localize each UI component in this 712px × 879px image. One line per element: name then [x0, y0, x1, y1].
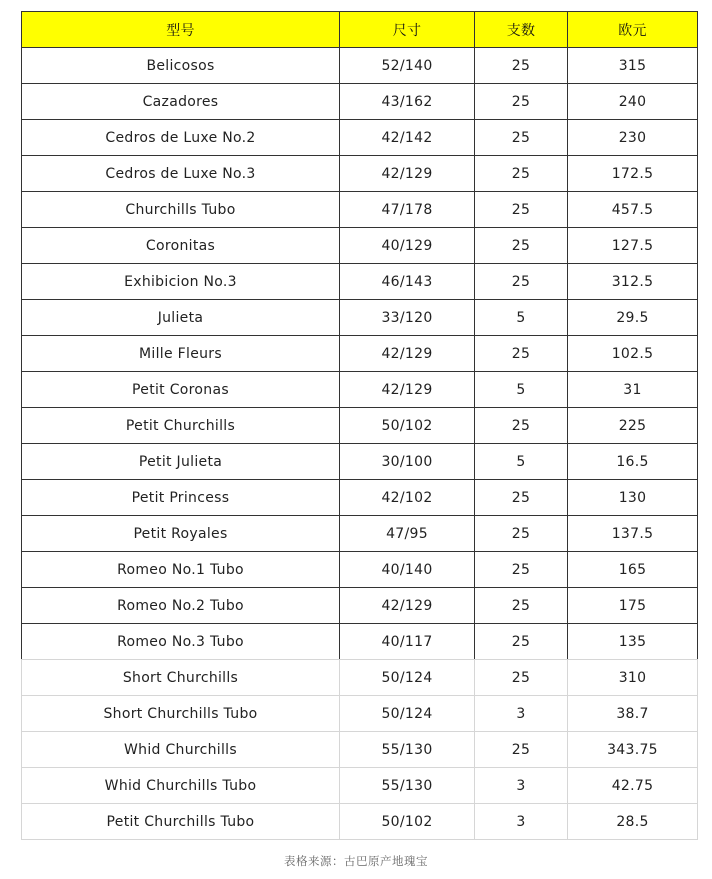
- cell-model: Cedros de Luxe No.3: [22, 156, 340, 192]
- cell-euro: 310: [568, 660, 698, 696]
- cell-euro: 102.5: [568, 336, 698, 372]
- cell-euro: 225: [568, 408, 698, 444]
- table-row: [22, 192, 698, 228]
- cell-model: Churchills Tubo: [22, 192, 340, 228]
- cell-euro: 343.75: [568, 732, 698, 768]
- cell-model: Petit Churchills: [22, 408, 340, 444]
- cell-model: Petit Churchills Tubo: [22, 804, 340, 840]
- cell-count: 25: [475, 336, 568, 372]
- cell-size: 40/129: [340, 228, 475, 264]
- cell-euro: 127.5: [568, 228, 698, 264]
- cigar-price-table: [21, 11, 698, 840]
- cell-size: 42/129: [340, 156, 475, 192]
- cell-size: 42/129: [340, 588, 475, 624]
- header-model: 型号: [22, 12, 340, 48]
- table-row: [22, 300, 698, 336]
- table-row: [22, 696, 698, 732]
- cell-size: 42/142: [340, 120, 475, 156]
- table-source-caption: 表格来源：古巴原产地瑰宝: [284, 854, 428, 868]
- cell-count: 25: [475, 480, 568, 516]
- cell-model: Belicosos: [22, 48, 340, 84]
- cell-euro: 315: [568, 48, 698, 84]
- table-row: [22, 552, 698, 588]
- cell-size: 42/102: [340, 480, 475, 516]
- cell-model: Whid Churchills Tubo: [22, 768, 340, 804]
- cell-euro: 172.5: [568, 156, 698, 192]
- table-row: [22, 120, 698, 156]
- cell-euro: 312.5: [568, 264, 698, 300]
- cell-size: 30/100: [340, 444, 475, 480]
- cell-euro: 29.5: [568, 300, 698, 336]
- cell-size: 50/124: [340, 696, 475, 732]
- cell-model: Julieta: [22, 300, 340, 336]
- cell-euro: 165: [568, 552, 698, 588]
- cell-count: 25: [475, 192, 568, 228]
- cell-model: Mille Fleurs: [22, 336, 340, 372]
- cell-model: Petit Julieta: [22, 444, 340, 480]
- cell-count: 25: [475, 660, 568, 696]
- cell-count: 3: [475, 804, 568, 840]
- cell-model: Petit Royales: [22, 516, 340, 552]
- header-size: 尺寸: [340, 12, 475, 48]
- table-row: [22, 588, 698, 624]
- table-row: [22, 336, 698, 372]
- cell-size: 52/140: [340, 48, 475, 84]
- table-row: [22, 228, 698, 264]
- cell-count: 25: [475, 732, 568, 768]
- cell-euro: 137.5: [568, 516, 698, 552]
- table-row: [22, 48, 698, 84]
- cell-euro: 42.75: [568, 768, 698, 804]
- cell-count: 5: [475, 444, 568, 480]
- cell-size: 42/129: [340, 336, 475, 372]
- cell-size: 47/178: [340, 192, 475, 228]
- cell-euro: 28.5: [568, 804, 698, 840]
- table-header: [22, 12, 698, 48]
- cell-model: Coronitas: [22, 228, 340, 264]
- cell-size: 40/117: [340, 624, 475, 660]
- cell-size: 47/95: [340, 516, 475, 552]
- cell-model: Whid Churchills: [22, 732, 340, 768]
- header-euro: 欧元: [568, 12, 698, 48]
- cell-size: 55/130: [340, 732, 475, 768]
- cell-count: 25: [475, 588, 568, 624]
- cell-count: 25: [475, 552, 568, 588]
- table-row: [22, 804, 698, 840]
- cell-model: Short Churchills Tubo: [22, 696, 340, 732]
- table-row: [22, 480, 698, 516]
- table-body: [22, 48, 698, 840]
- cell-count: 25: [475, 120, 568, 156]
- table-row: [22, 732, 698, 768]
- cell-count: 25: [475, 264, 568, 300]
- cell-count: 25: [475, 624, 568, 660]
- cell-count: 25: [475, 48, 568, 84]
- header-row: [22, 12, 698, 48]
- cell-model: Petit Coronas: [22, 372, 340, 408]
- cell-count: 3: [475, 696, 568, 732]
- cell-model: Cazadores: [22, 84, 340, 120]
- cell-size: 55/130: [340, 768, 475, 804]
- cell-euro: 175: [568, 588, 698, 624]
- cell-count: 25: [475, 516, 568, 552]
- cell-model: Romeo No.1 Tubo: [22, 552, 340, 588]
- cell-euro: 16.5: [568, 444, 698, 480]
- cell-model: Cedros de Luxe No.2: [22, 120, 340, 156]
- table-row: [22, 84, 698, 120]
- cell-size: 50/102: [340, 804, 475, 840]
- cell-euro: 31: [568, 372, 698, 408]
- table-row: [22, 624, 698, 660]
- table-row: [22, 408, 698, 444]
- cell-count: 5: [475, 372, 568, 408]
- table-row: [22, 372, 698, 408]
- cell-euro: 135: [568, 624, 698, 660]
- cell-model: Romeo No.3 Tubo: [22, 624, 340, 660]
- table-row: [22, 156, 698, 192]
- cell-model: Short Churchills: [22, 660, 340, 696]
- cell-model: Romeo No.2 Tubo: [22, 588, 340, 624]
- cell-count: 3: [475, 768, 568, 804]
- cell-euro: 457.5: [568, 192, 698, 228]
- cell-size: 40/140: [340, 552, 475, 588]
- cell-size: 50/102: [340, 408, 475, 444]
- cell-euro: 230: [568, 120, 698, 156]
- cell-size: 33/120: [340, 300, 475, 336]
- cell-count: 25: [475, 84, 568, 120]
- table-row: [22, 444, 698, 480]
- cell-size: 43/162: [340, 84, 475, 120]
- cell-model: Exhibicion No.3: [22, 264, 340, 300]
- cell-count: 25: [475, 408, 568, 444]
- cell-size: 46/143: [340, 264, 475, 300]
- table-row: [22, 768, 698, 804]
- header-count: 支数: [475, 12, 568, 48]
- cell-size: 50/124: [340, 660, 475, 696]
- cell-size: 42/129: [340, 372, 475, 408]
- cell-count: 25: [475, 156, 568, 192]
- table-row: [22, 516, 698, 552]
- cell-euro: 38.7: [568, 696, 698, 732]
- cell-euro: 130: [568, 480, 698, 516]
- table-row: [22, 264, 698, 300]
- table-row: [22, 660, 698, 696]
- cell-euro: 240: [568, 84, 698, 120]
- cell-model: Petit Princess: [22, 480, 340, 516]
- cell-count: 5: [475, 300, 568, 336]
- cell-count: 25: [475, 228, 568, 264]
